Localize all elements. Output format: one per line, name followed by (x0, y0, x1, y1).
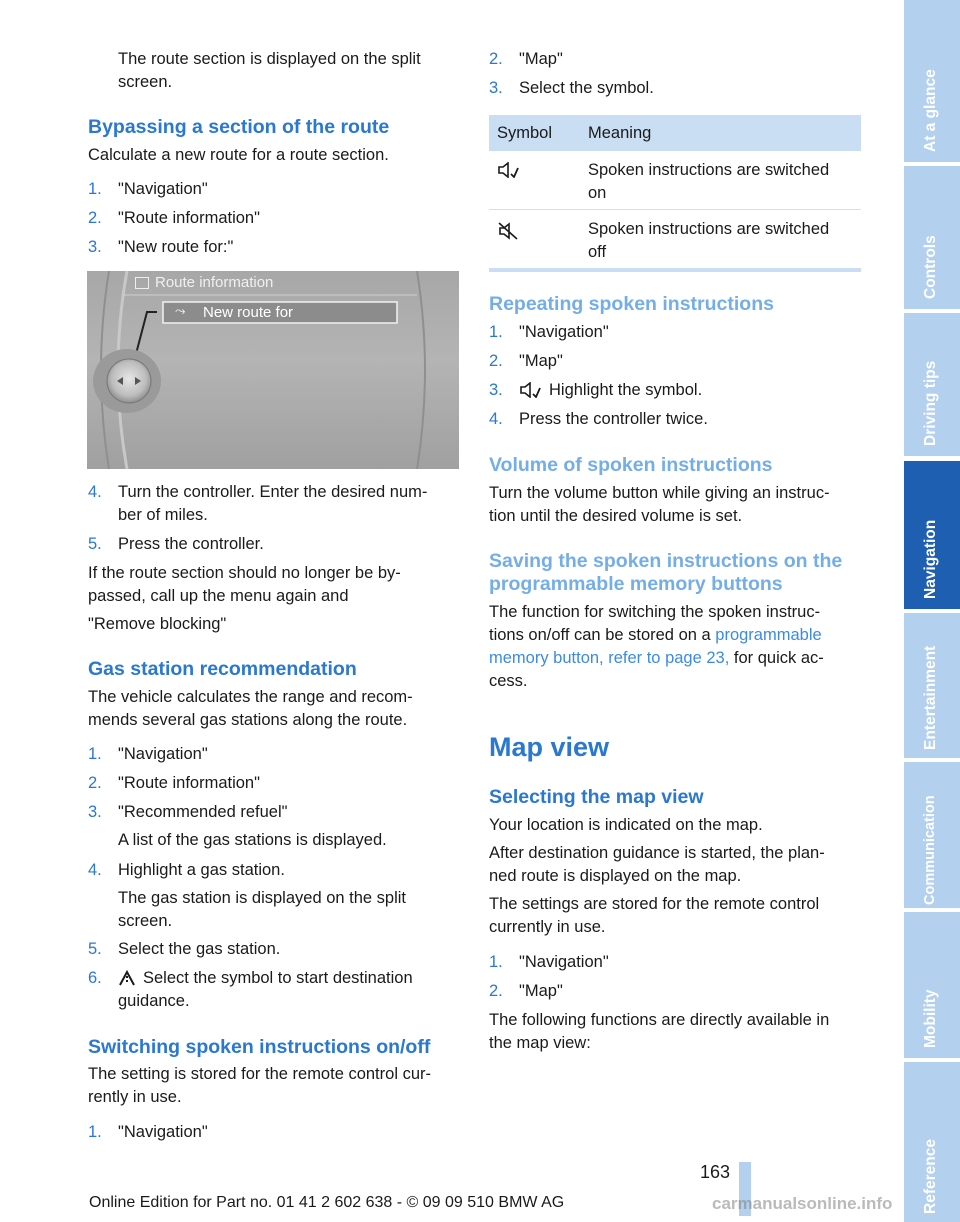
column-header: Symbol (497, 124, 553, 142)
paragraph: Your location is indicated on the map. (489, 816, 763, 834)
tab-entertainment[interactable] (904, 613, 960, 758)
page-number: 163 (700, 1162, 731, 1182)
paragraph: the map view: (489, 1034, 591, 1052)
paragraph (489, 647, 824, 670)
paragraph: currently in use. (489, 918, 606, 936)
map-view-subheading: Selecting the map view (489, 786, 704, 808)
paragraph-text: tions on/off can be stored on a (489, 626, 716, 644)
idrive-screen-image (87, 271, 459, 469)
meaning-text: on (588, 184, 607, 202)
step-number: 4. (88, 861, 102, 879)
list-item (88, 772, 458, 795)
tab-controls[interactable] (904, 166, 960, 309)
paragraph: After destination guidance is started, the plan- (489, 844, 825, 862)
step-text: Select the gas station. (118, 940, 281, 958)
step-text: ber of miles. (118, 506, 208, 524)
meaning-text: off (588, 243, 607, 261)
paragraph: "Remove blocking" (88, 615, 227, 633)
tab-reference[interactable] (904, 1062, 960, 1222)
tab-label: Driving tips (922, 360, 939, 446)
step-text: "Map" (519, 352, 563, 370)
step-number: 1. (88, 745, 102, 763)
list-item (489, 48, 859, 71)
list-item (88, 207, 458, 230)
chapter-tabs (904, 0, 960, 1222)
step-subtext: The gas station is displayed on the split (118, 889, 407, 907)
step-number: 5. (88, 535, 102, 553)
list-item (88, 743, 458, 766)
step-text: Highlight a gas station. (118, 861, 285, 879)
step-number: 6. (88, 969, 102, 987)
step-number: 2. (489, 352, 503, 370)
speaker-on-icon (519, 382, 541, 398)
step-text: "Navigation" (118, 1123, 208, 1141)
step-text: Press the controller twice. (519, 410, 708, 428)
paragraph: The function for switching the spoken instruc- (489, 603, 821, 621)
step-subtext: A list of the gas stations is displayed. (118, 831, 387, 849)
tab-label: Controls (922, 235, 939, 299)
list-item (489, 408, 859, 431)
map-view-title: Map view (489, 732, 610, 762)
list-item (88, 178, 458, 201)
step-number: 2. (88, 209, 102, 227)
screen-menu-item[interactable]: New route for (203, 304, 294, 321)
controller-graphic (87, 271, 459, 469)
step-text: "Map" (519, 982, 563, 1000)
saving-heading: programmable memory buttons (489, 573, 783, 595)
list-item (88, 481, 460, 527)
paragraph (489, 624, 822, 647)
step-number: 3. (489, 79, 503, 97)
list-item (489, 980, 859, 1003)
saving-heading: Saving the spoken instructions on the (489, 550, 843, 572)
list-item (88, 801, 458, 853)
screen-header: Route information (155, 274, 274, 291)
step-text: "New route for:" (118, 238, 234, 256)
step-number: 1. (489, 323, 503, 341)
step-text: Select the symbol to start destination (143, 969, 413, 987)
paragraph: The vehicle calculates the range and recom- (88, 688, 413, 706)
tab-at-a-glance[interactable] (904, 0, 960, 162)
step-text: "Navigation" (118, 745, 208, 763)
paragraph: mends several gas stations along the route. (88, 711, 408, 729)
tab-mobility[interactable] (904, 912, 960, 1058)
paragraph: If the route section should no longer be by- (88, 564, 401, 582)
paragraph: The following functions are directly available in (489, 1011, 830, 1029)
column-header: Meaning (588, 124, 652, 142)
table-row (489, 151, 861, 210)
list-item (489, 77, 859, 100)
symbol-table (489, 115, 861, 272)
bypass-desc: Calculate a new route for a route section. (88, 146, 389, 164)
meaning-text: Spoken instructions are switched (588, 161, 830, 179)
list-item (88, 533, 458, 556)
meaning-text: Spoken instructions are switched (588, 220, 830, 238)
paragraph: The settings are stored for the remote control (489, 895, 820, 913)
paragraph: tion until the desired volume is set. (489, 507, 743, 525)
list-item (88, 236, 458, 259)
step-text: "Navigation" (519, 323, 609, 341)
table-row (489, 210, 861, 272)
footer-text: Online Edition for Part no. 01 41 2 602 638 - © 09 09 510 BMW AG (89, 1194, 565, 1211)
step-number: 3. (88, 803, 102, 821)
tab-label: Entertainment (922, 645, 939, 750)
list-item (88, 1121, 458, 1144)
list-item (88, 938, 458, 961)
destination-guidance-icon (118, 970, 136, 987)
list-item (489, 379, 859, 402)
step-number: 1. (88, 1123, 102, 1141)
step-text: "Navigation" (519, 953, 609, 971)
tab-label: Communication (922, 795, 938, 905)
list-item (489, 321, 859, 344)
volume-heading: Volume of spoken instructions (489, 454, 773, 476)
step-text: "Map" (519, 50, 563, 68)
step-text: Turn the controller. Enter the desired num- (118, 483, 428, 501)
table-header (489, 115, 861, 151)
paragraph: passed, call up the menu again and (88, 587, 349, 605)
step-text: Highlight the symbol. (549, 381, 703, 399)
tab-label: Reference (922, 1139, 939, 1214)
step-text: Press the controller. (118, 535, 264, 553)
step-number: 2. (489, 982, 503, 1000)
step-number: 2. (489, 50, 503, 68)
speaker-on-icon (497, 162, 519, 178)
memory-button-link[interactable]: memory button, refer to page 23, (489, 649, 730, 667)
speaker-off-icon (497, 222, 519, 240)
bypass-heading: Bypassing a section of the route (88, 116, 390, 138)
tab-communication[interactable] (904, 762, 960, 908)
step-subtext: screen. (118, 912, 173, 930)
paragraph-text: for quick ac- (729, 649, 824, 667)
step-text: "Route information" (118, 209, 260, 227)
list-item (88, 859, 458, 933)
step-number: 2. (88, 774, 102, 792)
tab-driving-tips[interactable] (904, 313, 960, 456)
intro-line: The route section is displayed on the split (118, 50, 421, 68)
tab-label: Mobility (922, 989, 939, 1048)
step-number: 1. (88, 180, 102, 198)
list-item (489, 951, 859, 974)
step-number: 3. (489, 381, 503, 399)
paragraph: cess. (489, 672, 528, 690)
step-number: 1. (489, 953, 503, 971)
step-number: 4. (489, 410, 503, 428)
step-text: "Route information" (118, 774, 260, 792)
list-icon (135, 277, 149, 289)
memory-button-link[interactable]: programmable (715, 626, 822, 644)
step-text: "Navigation" (118, 180, 208, 198)
step-number: 4. (88, 483, 102, 501)
tab-label: Navigation (922, 519, 939, 599)
step-text: "Recommended refuel" (118, 803, 288, 821)
step-number: 5. (88, 940, 102, 958)
route-icon: ⤳ (175, 303, 186, 318)
step-number: 3. (88, 238, 102, 256)
paragraph: rently in use. (88, 1088, 182, 1106)
list-item (88, 967, 460, 1013)
list-item (489, 350, 859, 373)
tab-navigation[interactable] (904, 461, 960, 609)
paragraph: ned route is displayed on the map. (489, 867, 742, 885)
step-text: guidance. (118, 992, 190, 1010)
gas-heading: Gas station recommendation (88, 658, 357, 680)
watermark: carmanualsonline.info (712, 1194, 893, 1213)
paragraph: The setting is stored for the remote control cur- (88, 1065, 431, 1083)
intro-line: screen. (118, 73, 173, 91)
step-text: Select the symbol. (519, 79, 654, 97)
paragraph: Turn the volume button while giving an instruc- (489, 484, 830, 502)
repeat-heading: Repeating spoken instructions (489, 293, 774, 315)
tab-label: At a glance (922, 69, 939, 152)
switch-heading: Switching spoken instructions on/off (88, 1036, 431, 1058)
